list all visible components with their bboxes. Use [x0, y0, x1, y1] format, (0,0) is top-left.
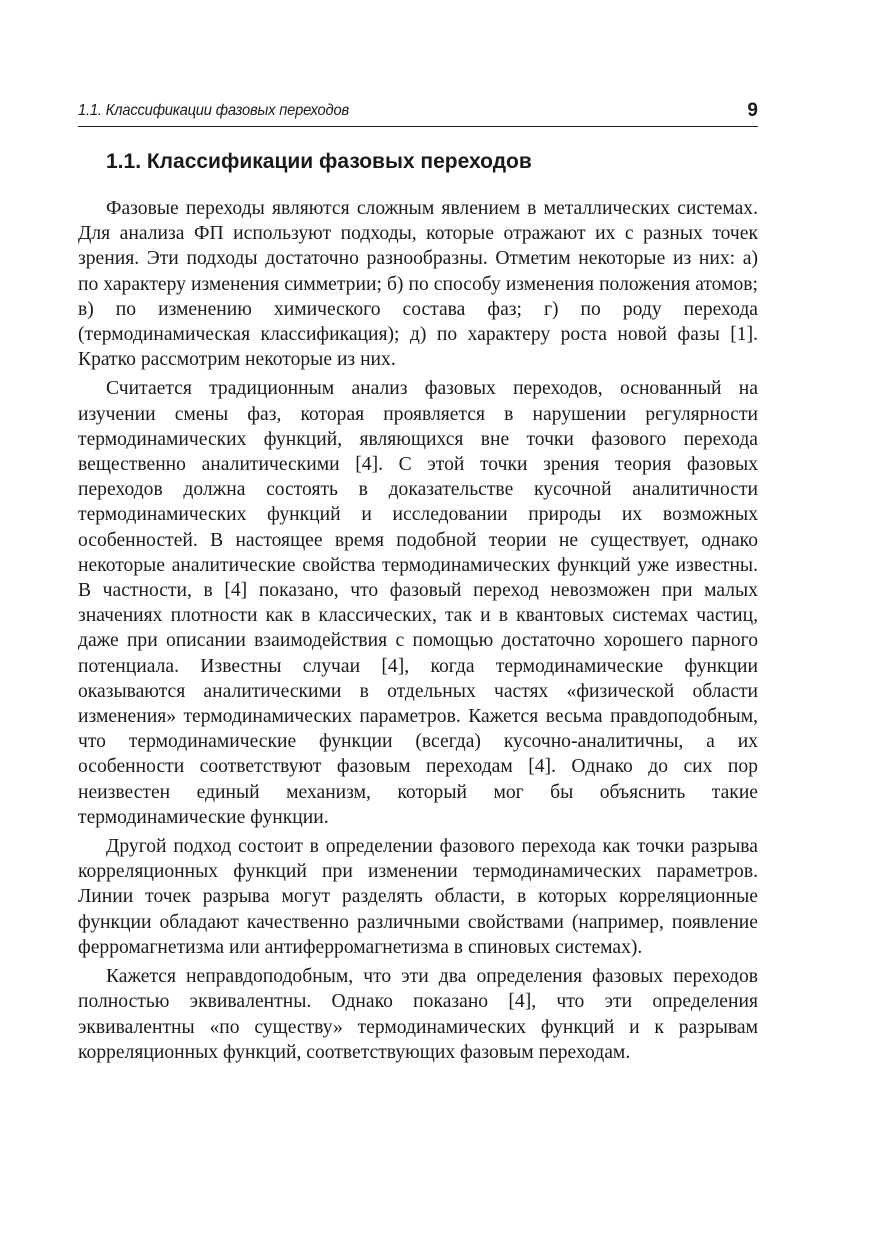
running-title: 1.1. Классификации фазовых переходов [78, 102, 349, 119]
section-heading: 1.1. Классификации фазовых переходов [106, 150, 532, 173]
paragraph: Фазовые переходы являются сложным явлением в металлических системах. Для анализа ФП используют подходы, которые отражают их с разных точек зрения. Эти подходы достаточно разнообразны. Отметим некоторые из них: а) по характеру изменения симметрии; б) по способу изменения положения атомов; в) по изменению химического состава фаз; г) по роду перехода (термодинамическая классификация); д) по характеру роста новой фазы [1]. Кратко рассмотрим некоторые из них. [78, 198, 758, 371]
page-number: 9 [747, 100, 758, 121]
paragraph: Другой подход состоит в определении фазового перехода как точки разрыва корреляционных функций при изменении термодинамических параметров. Линии точек разрыва могут разделять области, в которых корреляционные функции обладают качественно различными свойствами (например, появление ферромагнетизма или антиферромагнетизма в спиновых системах). [78, 836, 758, 958]
paragraph: Считается традиционным анализ фазовых переходов, основанный на изучении смены фаз, которая проявляется в нарушении регулярности термодинамических функций, являющихся вне точки фазового перехода вещественно аналитическими [4]. С этой точки зрения теория фазовых переходов должна состоять в доказательстве кусочной аналитичности термодинамических функций и исследовании природы их возможных особенностей. В настоящее время подобной теории не существует, однако некоторые аналитические свойства термодинамических функций уже известны. В частности, в [4] показано, что фазовый переход невозможен при малых значениях плотности как в классических, так и в квантовых системах частиц, даже при описании взаимодействия с помощью достаточно хорошего парного потенциала. Известны случаи [4], когда термодинамические функции оказываются аналитическими в отдельных частях «физической области изменения» термодинамических параметров. Кажется весьма правдоподобным, что термодинамические функции (всегда) кусочно-аналитичны, а их особенности соответствуют фазовым переходам [4]. Однако до сих пор неизвестен единый механизм, который мог бы объяснить такие термодинамические функции. [78, 378, 758, 828]
paragraph: Кажется неправдоподобным, что эти два определения фазовых переходов полностью эквивалентны. Однако показано [4], что эти определения эквивалентны «по существу» термодинамических функций и к разрывам корреляционных функций, соответствующих фазовым переходам. [78, 966, 758, 1063]
body-text [78, 196, 758, 1069]
running-header [78, 100, 758, 127]
